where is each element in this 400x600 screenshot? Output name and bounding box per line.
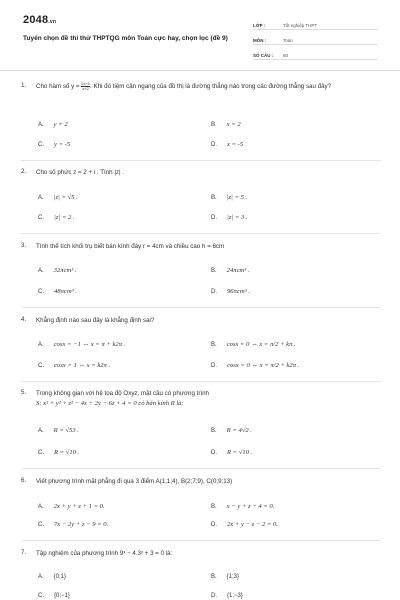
answer-option[interactable] bbox=[38, 593, 70, 599]
question-3 bbox=[21, 242, 381, 254]
option-label: B. bbox=[211, 342, 217, 348]
answer-option[interactable] bbox=[38, 214, 75, 221]
option-text: 7x − 2y + z − 9 = 0. bbox=[54, 521, 109, 528]
question-text-line: S: x² + y² + z² − 4x + 2y − 6z + 4 = 0 có bán kính R là: bbox=[36, 400, 184, 407]
option-text: 32πcm³ . bbox=[53, 267, 77, 274]
answer-option[interactable] bbox=[38, 121, 68, 128]
logo-suffix: .vn bbox=[48, 19, 57, 25]
question-text: Tính thể tích khối trụ biết bán kính đáy r = 4cm và chiều cao h = 6cm bbox=[36, 243, 225, 250]
option-text: |z| = 5 . bbox=[226, 194, 248, 201]
answer-option[interactable] bbox=[38, 449, 79, 456]
question-divider bbox=[21, 307, 381, 308]
question-number: 6. bbox=[21, 477, 27, 484]
option-label: A. bbox=[38, 574, 44, 580]
answer-option[interactable] bbox=[211, 214, 248, 221]
option-label: D. bbox=[211, 215, 217, 221]
meta-row-class bbox=[253, 15, 378, 30]
question-divider bbox=[21, 468, 381, 469]
option-label: A. bbox=[38, 428, 44, 434]
question-number: 7. bbox=[21, 549, 27, 556]
question-text: Cho số phức z = 2 + i . Tính |z| . bbox=[36, 169, 125, 176]
option-label: D. bbox=[211, 142, 217, 148]
option-text: {1;−3} bbox=[227, 593, 243, 599]
option-text: x = 2 bbox=[226, 121, 241, 128]
answer-option[interactable] bbox=[211, 121, 241, 128]
question-divider bbox=[21, 381, 381, 382]
question-number: 5. bbox=[21, 389, 27, 396]
option-label: C. bbox=[38, 363, 44, 369]
meta-value: Tốt nghiệp THPT bbox=[283, 23, 318, 28]
option-text: {0;−1} bbox=[54, 593, 70, 599]
option-text: 2x + y + z + 1 = 0. bbox=[53, 503, 105, 510]
page-title: Tuyển chọn đề thi thử THPTQG môn Toán cực hay, chọn lọc (đề 9) bbox=[23, 35, 228, 42]
answer-option[interactable] bbox=[211, 449, 252, 456]
option-text: 2x + y − z − 2 = 0. bbox=[227, 521, 278, 528]
answer-option[interactable] bbox=[211, 362, 299, 369]
meta-key: LỚP : bbox=[253, 23, 266, 28]
option-label: C. bbox=[38, 593, 44, 599]
site-logo[interactable] bbox=[23, 14, 56, 26]
option-label: D. bbox=[211, 363, 217, 369]
answer-option[interactable] bbox=[38, 521, 108, 528]
meta-value: 50 bbox=[283, 53, 289, 58]
answer-option[interactable] bbox=[38, 427, 79, 434]
answer-option[interactable] bbox=[38, 503, 105, 510]
answer-option[interactable] bbox=[38, 141, 70, 148]
option-label: C. bbox=[38, 142, 44, 148]
option-label: D. bbox=[211, 522, 217, 528]
answer-option[interactable] bbox=[38, 194, 78, 201]
question-divider bbox=[21, 160, 381, 161]
question-number: 4. bbox=[21, 316, 27, 323]
answer-option[interactable] bbox=[211, 267, 250, 274]
meta-table bbox=[253, 15, 378, 60]
meta-key: SỐ CÂU : bbox=[253, 53, 274, 58]
option-label: A. bbox=[38, 122, 44, 128]
option-label: C. bbox=[38, 289, 44, 295]
option-label: A. bbox=[38, 195, 44, 201]
question-4 bbox=[21, 316, 381, 328]
option-label: B. bbox=[211, 428, 217, 434]
question-divider bbox=[21, 233, 381, 234]
option-text: y = 2 bbox=[53, 121, 68, 128]
option-label: B. bbox=[211, 268, 217, 274]
option-text: 96πcm³ . bbox=[227, 288, 250, 295]
option-label: C. bbox=[38, 215, 44, 221]
option-text: cosx = 0 ⇔ x = π/2 + k2π . bbox=[227, 362, 300, 369]
option-label: B. bbox=[211, 195, 217, 201]
question-text-line: Trong không gian với hệ tọa độ Oxyz, mặt cầu có phương trình bbox=[36, 390, 209, 397]
option-text: x = -5 bbox=[227, 141, 244, 148]
question-6 bbox=[21, 477, 381, 489]
option-text: x − y + z − 4 = 0. bbox=[226, 503, 275, 510]
question-number: 1. bbox=[21, 82, 27, 89]
question-text-part: . Khi đó tiệm cận ngang của đồ thị là đường thẳng nào trong các đường thẳng sau đây? bbox=[90, 83, 332, 91]
answer-option[interactable] bbox=[211, 288, 250, 295]
meta-key: MÔN : bbox=[253, 38, 267, 43]
option-text: R = √10 . bbox=[227, 449, 253, 456]
question-text bbox=[36, 82, 376, 92]
option-text: R = √10 . bbox=[54, 449, 80, 456]
question-divider bbox=[21, 540, 381, 541]
option-text: 48πcm³ . bbox=[54, 288, 77, 295]
logo-text: 2048 bbox=[23, 14, 49, 26]
answer-option[interactable] bbox=[38, 341, 125, 348]
question-text: Khẳng định nào sau đây là khẳng định sai? bbox=[36, 317, 155, 324]
question-7 bbox=[21, 549, 381, 561]
option-label: B. bbox=[211, 504, 217, 510]
meta-row-subject bbox=[253, 30, 378, 45]
answer-option[interactable] bbox=[38, 288, 77, 295]
option-label: D. bbox=[211, 450, 217, 456]
option-text: {1;3} bbox=[226, 574, 240, 580]
option-text: {0;1} bbox=[53, 574, 67, 580]
meta-row-count bbox=[253, 45, 378, 60]
answer-option[interactable] bbox=[211, 141, 243, 148]
option-label: D. bbox=[211, 289, 217, 295]
answer-option[interactable] bbox=[211, 341, 296, 348]
option-text: cosx = 0 ⇔ x = π/2 + kπ . bbox=[226, 341, 296, 348]
option-text: y = -5 bbox=[54, 141, 71, 148]
question-number: 2. bbox=[21, 168, 27, 175]
answer-option[interactable] bbox=[211, 521, 278, 528]
meta-value: Toán bbox=[283, 38, 293, 43]
answer-option[interactable] bbox=[211, 503, 274, 510]
option-label: C. bbox=[38, 450, 44, 456]
fraction-denominator: x+2 bbox=[82, 86, 89, 91]
option-text: R = √53 . bbox=[53, 427, 79, 434]
option-text: cosx = 1 ⇔ x = k2π . bbox=[54, 362, 111, 369]
question-text: Tập nghiệm của phương trình 9ˣ − 4.3ˣ + 3 = 0 là: bbox=[36, 550, 173, 557]
answer-option[interactable] bbox=[38, 362, 110, 369]
option-text: 24πcm³ . bbox=[226, 267, 250, 274]
option-label: D. bbox=[211, 593, 217, 599]
option-text: R = 4√2 . bbox=[226, 427, 252, 434]
fraction-numerator: 2x−1 bbox=[81, 81, 91, 86]
question-text bbox=[36, 389, 376, 409]
fraction bbox=[81, 82, 90, 91]
answer-option[interactable] bbox=[211, 194, 247, 201]
page-header bbox=[0, 0, 400, 70]
option-text: |z| = 3 . bbox=[227, 214, 248, 221]
answer-option[interactable] bbox=[211, 593, 243, 599]
option-text: |z| = √5 . bbox=[53, 194, 78, 201]
option-label: A. bbox=[38, 342, 44, 348]
question-text-part: Cho hàm số y = bbox=[36, 83, 82, 91]
option-label: B. bbox=[211, 122, 217, 128]
question-5 bbox=[21, 389, 381, 411]
option-label: C. bbox=[38, 522, 44, 528]
answer-option[interactable] bbox=[38, 574, 66, 580]
option-label: A. bbox=[38, 268, 44, 274]
question-1 bbox=[21, 82, 381, 112]
option-label: A. bbox=[38, 504, 44, 510]
answer-option[interactable] bbox=[211, 574, 239, 580]
answer-option[interactable] bbox=[211, 427, 252, 434]
option-text: |z| = 2 . bbox=[54, 214, 75, 221]
question-number: 3. bbox=[21, 242, 27, 249]
question-2 bbox=[21, 168, 381, 180]
header-divider bbox=[0, 70, 400, 71]
option-label: B. bbox=[211, 574, 217, 580]
option-text: cosx = −1 ⇔ x = π + k2π . bbox=[53, 341, 126, 348]
question-text: Viết phương trình mặt phẳng đi qua 3 điểm A(1;1;4), B(2;7;9), C(0;9;13) bbox=[36, 478, 233, 485]
answer-option[interactable] bbox=[38, 267, 77, 274]
